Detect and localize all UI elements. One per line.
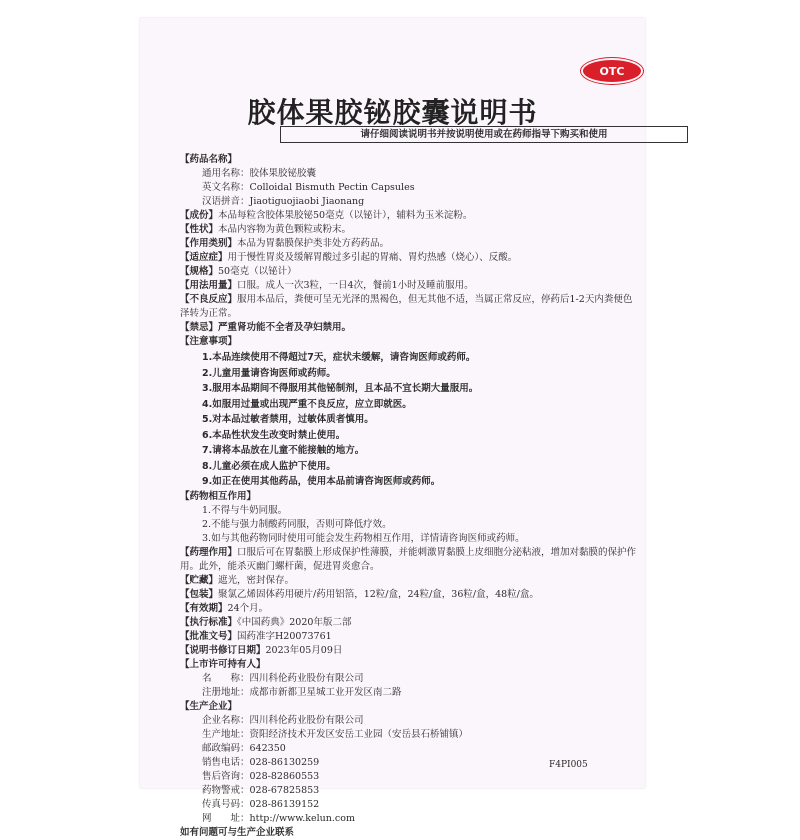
adverse-section — [180, 293, 640, 321]
pharmacology-text: 口服后可在胃黏膜上形成保护性薄膜，并能刺激胃黏膜上皮细胞分泌粘液，增加对黏膜的保护作用。此外，能杀灭幽门螺杆菌，促进胃炎愈合。 — [180, 546, 637, 572]
website-value: http://www.kelun.com — [249, 812, 355, 824]
contraindications-section — [180, 321, 640, 335]
mah-section — [180, 658, 640, 672]
pharmacovigilance-row — [180, 784, 640, 798]
aftersales-phone-value: 028-82860553 — [249, 770, 320, 782]
precaution-item: 5.对本品过敏者禁用，过敏体质者慎用。 — [202, 414, 374, 425]
mah-name-value: 四川科伦药业股份有限公司 — [249, 672, 364, 684]
manufacturer-section — [180, 700, 640, 714]
company-label: 企业名称： — [202, 714, 250, 726]
precautions-section — [180, 335, 640, 349]
pharmacology-label: 【药理作用】 — [180, 546, 238, 558]
interaction-item: 2.不能与强力制酸药同服，否则可降低疗效。 — [202, 518, 392, 530]
pinyin-name-label: 汉语拼音： — [202, 196, 250, 207]
storage-text: 遮光，密封保存。 — [218, 574, 295, 586]
fax-value: 028-86139152 — [249, 798, 320, 810]
package-text: 聚氯乙烯固体药用硬片/药用铝箔，12粒/盒，24粒/盒，36粒/盒，48粒/盒。 — [218, 588, 539, 600]
character-section — [180, 223, 640, 237]
category-section — [180, 237, 640, 251]
fax-row — [180, 798, 640, 812]
adverse-text: 服用本品后，粪便可呈无光泽的黑褐色，但无其他不适，当属正常反应，停药后1-2天内粪便色泽转为正常。 — [180, 294, 633, 319]
pharmacology-section — [180, 546, 640, 574]
pharmacovigilance-value: 028-67825853 — [249, 784, 320, 796]
manufacturer-company-row — [180, 714, 640, 728]
postcode-label: 邮政编码： — [202, 742, 250, 754]
manufacturer-label: 【生产企业】 — [180, 700, 238, 712]
mah-label: 【上市许可持有人】 — [180, 658, 266, 670]
precaution-item: 1.本品连续使用不得超过7天，症状未缓解，请咨询医师或药师。 — [202, 352, 476, 363]
interactions-section — [180, 490, 640, 504]
revision-text: 2023年05月09日 — [265, 644, 343, 656]
approval-section — [180, 630, 640, 644]
precaution-item: 2.儿童用量请咨询医师或药师。 — [202, 367, 336, 379]
document-title: 胶体果胶铋胶囊说明书 — [247, 96, 538, 129]
contact-note: 如有问题可与生产企业联系 — [180, 826, 295, 838]
precaution-item: 4.如服用过量或出现严重不良反应，应立即就医。 — [202, 398, 412, 410]
validity-text: 24个月。 — [227, 602, 269, 614]
document-code: F4PI005 — [549, 760, 588, 770]
production-address-value: 资阳经济技术开发区安岳工业园（安岳县石桥铺镇） — [249, 728, 469, 740]
company-value: 四川科伦药业股份有限公司 — [249, 714, 364, 726]
pinyin-name-row — [180, 195, 640, 209]
specification-text: 50毫克（以铋计） — [218, 266, 297, 277]
generic-name-row — [180, 167, 640, 181]
interactions-label: 【药物相互作用】 — [180, 490, 257, 502]
aftersales-phone-row — [180, 770, 640, 784]
mah-address-value: 成都市新都卫星城工业开发区南二路 — [249, 686, 402, 698]
leaflet-paper — [140, 18, 645, 838]
english-name-row — [180, 181, 640, 195]
specification-section — [180, 265, 640, 279]
website-label: 网 址： — [202, 812, 250, 824]
dosage-section — [180, 279, 640, 293]
dosage-text: 口服。成人一次3粒，一日4次，餐前1小时及睡前服用。 — [237, 280, 474, 291]
generic-name-label: 通用名称： — [202, 168, 250, 179]
precautions-label: 【注意事项】 — [180, 336, 238, 347]
specification-label: 【规格】 — [180, 266, 219, 277]
drug-name-label: 【药品名称】 — [180, 154, 238, 165]
postcode-row — [180, 742, 640, 756]
precaution-item: 8.儿童必须在成人监护下使用。 — [202, 460, 336, 472]
standard-label: 【执行标准】 — [180, 616, 238, 628]
interaction-item: 3.如与其他药物同时使用可能会发生药物相互作用，详情请咨询医师或药师。 — [202, 532, 525, 544]
revision-section — [180, 644, 640, 658]
precaution-item: 9.如正在使用其他药品，使用本品前请咨询医师或药师。 — [202, 476, 441, 487]
character-label: 【性状】 — [180, 224, 219, 235]
validity-section — [180, 602, 640, 616]
category-label: 【作用类别】 — [180, 238, 238, 249]
standard-text: 《中国药典》2020年版二部 — [237, 616, 352, 628]
indications-text: 用于慢性胃炎及缓解胃酸过多引起的胃痛、胃灼热感（烧心）、反酸。 — [227, 252, 518, 263]
validity-label: 【有效期】 — [180, 602, 228, 614]
mah-address-row — [180, 686, 640, 700]
generic-name-value: 胶体果胶铋胶囊 — [249, 168, 317, 179]
sales-phone-label: 销售电话： — [202, 756, 250, 768]
revision-label: 【说明书修订日期】 — [180, 644, 266, 656]
mah-address-label: 注册地址： — [202, 686, 250, 698]
website-row — [180, 812, 640, 826]
pharmacovigilance-label: 药物警戒： — [202, 784, 250, 796]
composition-text: 本品每粒含胶体果胶铋50毫克（以铋计），辅料为玉米淀粉。 — [218, 210, 473, 221]
fax-label: 传真号码： — [202, 798, 250, 810]
category-text: 本品为胃黏膜保护类非处方药药品。 — [237, 238, 390, 249]
interaction-item: 1.不得与牛奶同服。 — [202, 504, 288, 516]
storage-section — [180, 574, 640, 588]
composition-label: 【成份】 — [180, 210, 219, 221]
english-name-value: Colloidal Bismuth Pectin Capsules — [249, 182, 415, 193]
indications-label: 【适应症】 — [180, 252, 228, 263]
indications-section — [180, 251, 640, 265]
approval-label: 【批准文号】 — [180, 630, 238, 642]
english-name-label: 英文名称： — [202, 182, 250, 193]
composition-section — [180, 209, 640, 223]
mah-name-row — [180, 672, 640, 686]
package-label: 【包装】 — [180, 588, 219, 600]
mah-name-label: 名 称： — [202, 672, 250, 684]
approval-text: 国药准字H20073761 — [237, 630, 332, 642]
manufacturer-address-row — [180, 728, 640, 742]
adverse-label: 【不良反应】 — [180, 294, 238, 305]
contraindications-label: 【禁忌】 — [180, 322, 219, 333]
production-address-label: 生产地址： — [202, 728, 250, 740]
leaflet-content — [180, 153, 640, 840]
character-text: 本品内容物为黄色颗粒或粉末。 — [218, 224, 352, 235]
aftersales-phone-label: 售后咨询： — [202, 770, 250, 782]
pinyin-name-value: Jiaotiguojiaobi Jiaonang — [249, 196, 365, 207]
drug-name-section — [180, 153, 640, 167]
contraindications-text: 严重肾功能不全者及孕妇禁用。 — [218, 322, 352, 333]
postcode-value: 642350 — [249, 742, 286, 754]
precaution-item: 7.请将本品放在儿童不能接触的地方。 — [202, 445, 365, 456]
instruction-banner: 请仔细阅读说明书并按说明使用或在药师指导下购买和使用 — [280, 126, 688, 143]
precaution-item: 3.服用本品期间不得服用其他铋制剂，且本品不宜长期大量服用。 — [202, 383, 479, 394]
otc-badge: OTC — [581, 58, 643, 84]
dosage-label: 【用法用量】 — [180, 280, 238, 291]
precaution-item: 6.本品性状发生改变时禁止使用。 — [202, 429, 346, 441]
sales-phone-value: 028-86130259 — [249, 756, 320, 768]
precautions-list — [180, 350, 640, 490]
storage-label: 【贮藏】 — [180, 574, 219, 586]
standard-section — [180, 616, 640, 630]
package-section — [180, 588, 640, 602]
